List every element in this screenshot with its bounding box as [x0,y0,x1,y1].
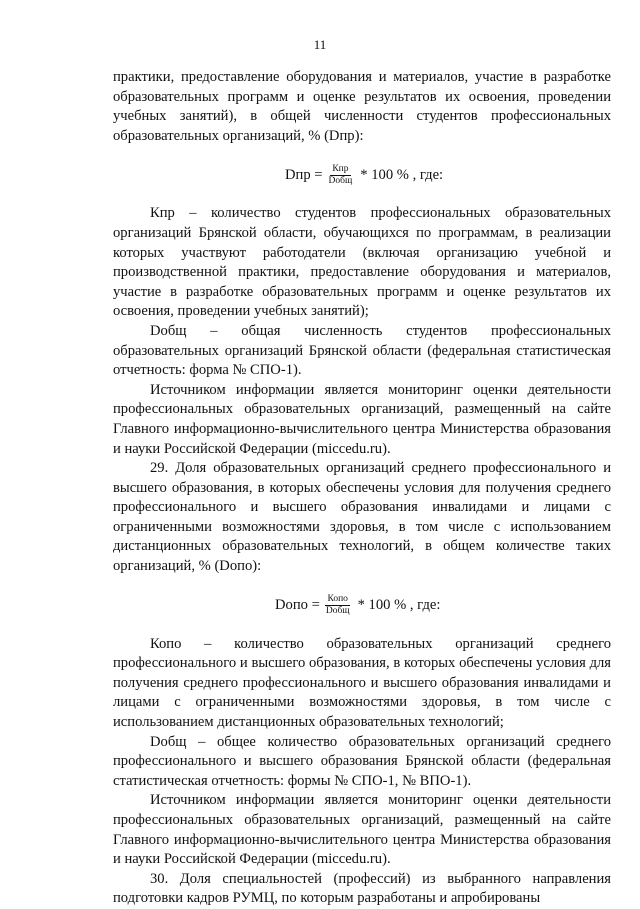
fraction-denominator: Dобщ [328,175,353,186]
formula-rhs: * 100 % , где: [360,166,444,183]
definition-dobsch-2: Dобщ – общее количество образовательных организаций среднего профессионального и высшего образования Брянской области (федеральная статистическая отчетность: формы № СПО-1, № ВПО-1). [113,733,611,789]
definition-dobsch: Dобщ – общая численность студентов профессиональных образовательных организаций Брянской области (федеральная статистическая отчетность: форма № СПО-1). [113,322,611,379]
formula-rhs: * 100 % , где: [357,596,441,613]
formula-lhs: Dпр = [285,166,323,183]
formula-dpr [113,146,611,204]
item-29-paragraph: 29. Доля образовательных организаций среднего профессионального и высшего образования, в которых обеспечены условия для получения среднего профессионального и высшего образования инвалидами и лицами с ограниченными возможностями здоровья, в том числе с использованием дистанционных образовательных технологий, в общем количестве таких организаций, % (Dопо): [113,460,611,575]
formula-dopo [113,577,611,635]
fraction-numerator: Копо [327,594,348,605]
definition-kopo: Копо – количество образовательных организаций среднего профессионального и высшего образования, в которых обеспечены условия для получения среднего профессионального и высшего образования инвалидами и лицами с ограниченными возможностями здоровья, в том числе с использованием дистанционных образовательных технологий; [113,635,611,731]
item-30-paragraph: 30. Доля специальностей (профессий) из выбранного направления подготовки кадров РУМЦ, по которым разработаны и апробированы [113,870,611,907]
definition-kpr: Кпр – количество студентов профессиональных образовательных организаций Брянской области, обучающихся по программам, в реализации которых участвуют работодатели (включая организацию учебной и производственной практики, предоставление оборудования и материалов, участие в разработке образовательных программ и оценке результатов их освоения, проведении учебных занятий); [113,205,611,320]
paragraph-continuation: практики, предоставление оборудования и материалов, участие в разработке образовательных программ и оценке результатов их освоения, проведении учебных занятий), в общей численности студентов профессиональных образовательных организаций, % (Dпр): [113,69,611,144]
fraction-denominator: Dобщ [325,606,350,617]
formula-lhs: Dопо = [275,596,320,613]
source-paragraph-2: Источником информации является мониторинг оценки деятельности профессиональных образовательных организаций, размещенный на сайте Главного информационно-вычислительного центра Министерства образования и науки Российской Федерации (miccedu.ru). [113,792,611,868]
fraction-numerator: Кпр [332,163,349,174]
source-paragraph: Источником информации является мониторинг оценки деятельности профессиональных образовательных организаций, размещенный на сайте Главного информационно-вычислительного центра Министерства образования и науки Российской Федерации (miccedu.ru). [113,381,611,457]
document-body [113,68,611,909]
fraction [327,164,355,187]
page-number: 11 [313,37,327,52]
fraction [324,594,352,617]
